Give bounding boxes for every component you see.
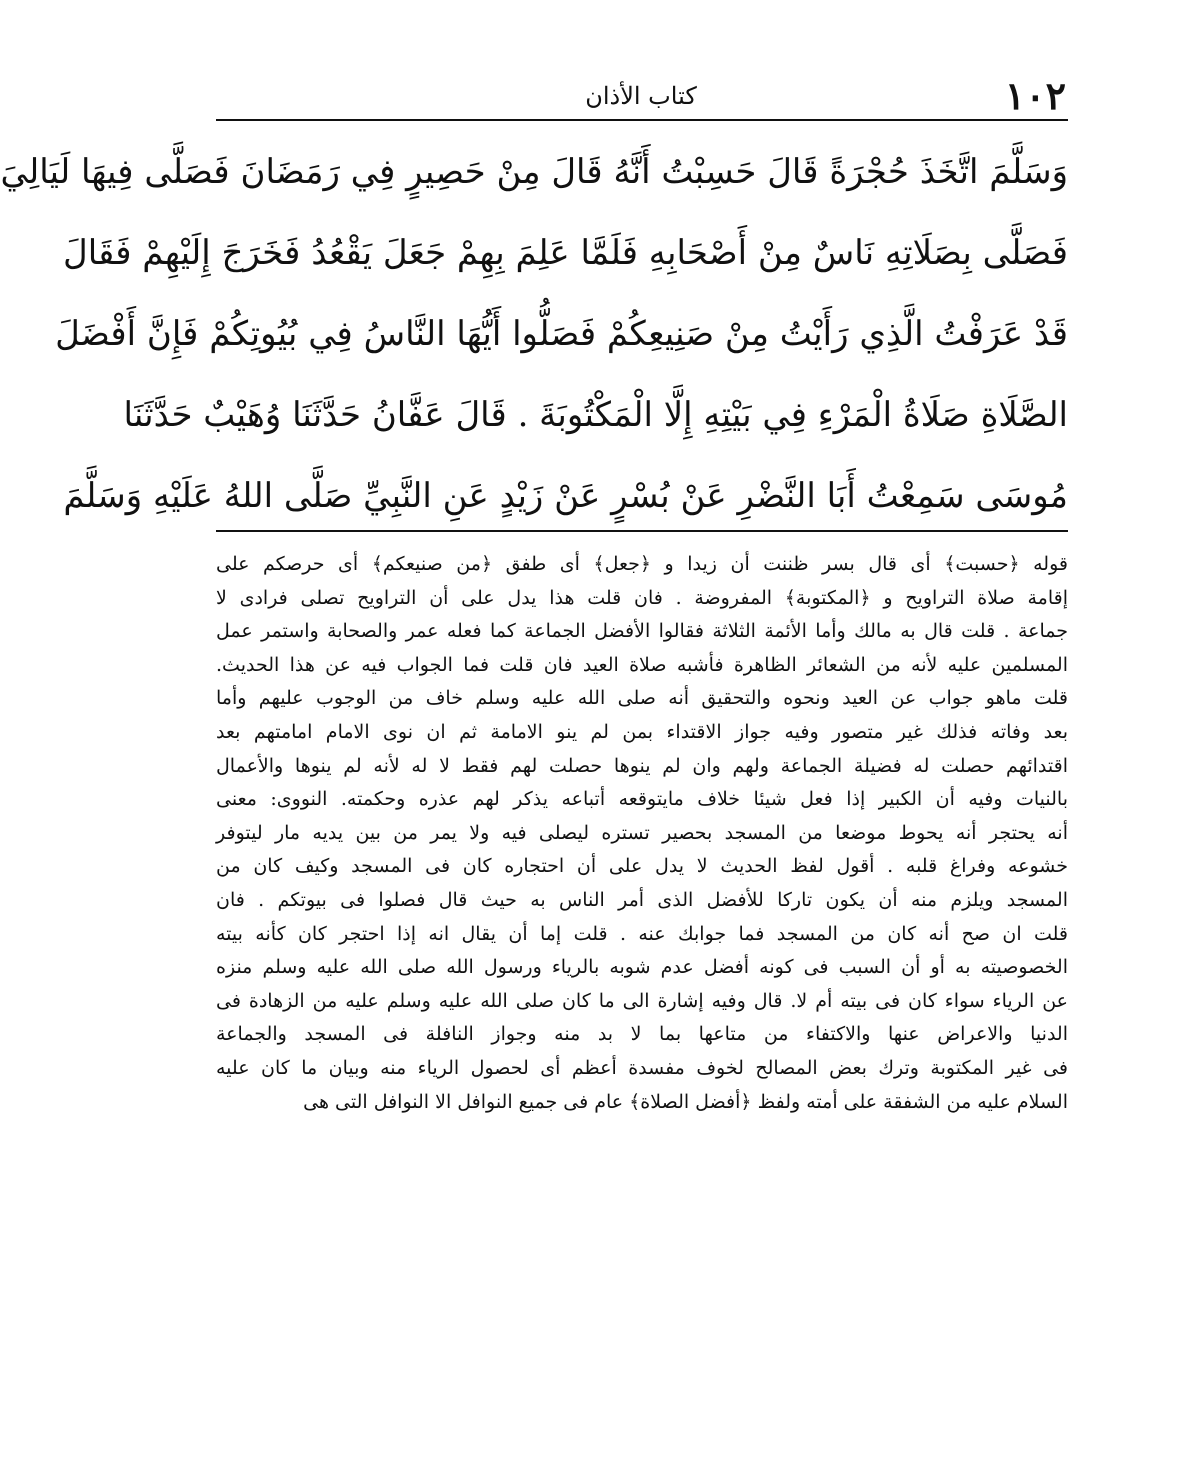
hadith-line: قَدْ عَرَفْتُ الَّذِي رَأَيْتُ مِنْ صَنِيعِكُمْ فَصَلُّوا أَيُّهَا النَّاسُ فِي بُيُوتِكُمْ فَإِنَّ أَفْضَلَ <box>55 314 1068 354</box>
hadith-line: فَصَلَّى بِصَلَاتِهِ نَاسٌ مِنْ أَصْحَابِهِ فَلَمَّا عَلِمَ بِهِمْ جَعَلَ يَقْعُدُ فَخَرَجَ إِلَيْهِمْ فَقَالَ <box>62 233 1068 273</box>
commentary-line: الخصوصيته به أو أن السبب فى كونه أفضل عدم شوبه بالرياء ورسول الله صلى الله عليه وسلم منزه <box>216 956 1068 979</box>
commentary-line: قوله ﴿حسبت﴾ أى قال بسر ظننت أن زيدا و ﴿جعل﴾ أى طفق ﴿من صنيعكم﴾ أى حرصكم على <box>216 553 1068 575</box>
commentary-line: أنه يحتجر أنه يحوط موضعا من المسجد بحصير تستره ليصلى فيه ولا يمر من بين يديه مار ليتوفر <box>216 821 1068 844</box>
commentary-line: المسلمين عليه لأنه من الشعائر الظاهرة فأشبه صلاة العيد فان قلت فما الجواب فيه عن هذا الحديث. <box>216 653 1068 676</box>
commentary-line: قلت ان صح أنه كان من المسجد فما جوابك عنه . قلت إما أن يقال انه إذا احتجر كان كأنه بيته <box>216 922 1068 945</box>
header-rule <box>216 119 1068 121</box>
page-number: ١٠٢ <box>1004 73 1066 118</box>
commentary-line: خشوعه وفراغ قلبه . أقول لفظ الحديث لا يدل على أن احتجاره كان فى المسجد وكيف كان من <box>216 855 1068 878</box>
commentary-line: فى غير المكتوبة وترك بعض المصالح لخوف مفسدة أعظم أى لحصول الرياء منه وبيان ما كان عليه <box>216 1056 1068 1079</box>
commentary-line: قلت ماهو جواب عن العيد ونحوه والتحقيق أنه صلى الله عليه وسلم خاف من الوجوب عليهم وأما <box>216 687 1068 710</box>
commentary-line: اقتدائهم حصلت له فضيلة الجماعة ولهم وان لم ينوها حصلت لهم فقط لا له لأنه لم ينوها والأعمال <box>216 754 1068 777</box>
commentary-line: جماعة . قلت قال به مالك وأما الأئمة الثلاثة فقالوا الأفضل الجماعة كما فعله عمر والصحابة واستمر عمل <box>216 620 1069 643</box>
hadith-text <box>0 132 1068 537</box>
footnote-separator-rule <box>216 530 1068 532</box>
running-title: كتاب الأذان <box>585 82 697 110</box>
commentary-line: إقامة صلاة التراويح و ﴿المكتوبة﴾ المفروضة . فان قلت هذا يدل على أن التراويح تصلى فرادى لا <box>216 586 1068 609</box>
commentary-line: بعد وفاته فذلك غير متصور وفيه جواز الاقتداء بمن لم ينو الامامة ثم ان نوى الامام امامتهم بعد <box>216 720 1068 743</box>
hadith-line: مُوسَى سَمِعْتُ أَبَا النَّضْرِ عَنْ بُسْرٍ عَنْ زَيْدٍ عَنِ النَّبِيِّ صَلَّى اللهُ عَلَيْهِ وَسَلَّمَ <box>63 476 1068 516</box>
commentary-line: الدنيا والاعراض عنها والاكتفاء من متاعها بما لا بد منه وجواز النافلة فى المسجد والجماعة <box>216 1023 1068 1046</box>
page-header <box>216 74 1066 118</box>
commentary-line: المسجد ويلزم منه أن يكون تاركا للأفضل الذى أمر الناس به حيث قال فصلوا فى بيوتكم . فان <box>216 888 1068 911</box>
commentary-text <box>216 548 1068 1119</box>
commentary-line: بالنيات وفيه أن الكبير إذا فعل شيئا خلاف مايتوقعه أتباعه يذكر لهم عذره وحكمته. النووى: معنى <box>216 788 1068 811</box>
commentary-line: عن الرياء سواء كان فى بيته أم لا. قال وفيه إشارة الى ما كان صلى الله عليه وسلم عليه من الزهادة فى <box>216 989 1068 1012</box>
commentary-line: السلام عليه من الشفقة على أمته ولفظ ﴿أفضل الصلاة﴾ عام فى جميع النوافل الا النوافل التى هى <box>303 1090 1068 1113</box>
hadith-line: الصَّلَاةِ صَلَاةُ الْمَرْءِ فِي بَيْتِهِ إِلَّا الْمَكْتُوبَةَ . قَالَ عَفَّانُ حَدَّثَنَا وُهَيْبٌ حَدَّثَنَا <box>123 395 1068 435</box>
hadith-line: وَسَلَّمَ اتَّخَذَ حُجْرَةً قَالَ حَسِبْتُ أَنَّهُ قَالَ مِنْ حَصِيرٍ فِي رَمَضَانَ فَصَلَّى فِيهَا لَيَالِيَ <box>0 152 1068 192</box>
